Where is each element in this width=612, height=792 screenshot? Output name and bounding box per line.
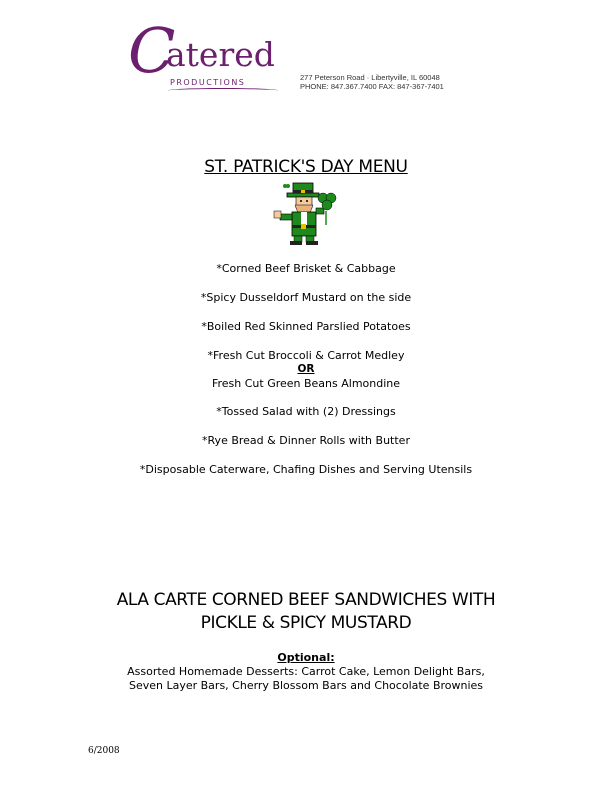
logo-swoosh — [168, 88, 278, 93]
ala-carte-line: ALA CARTE CORNED BEEF SANDWICHES WITH — [116, 590, 496, 610]
menu-item: *Boiled Red Skinned Parslied Potatoes — [201, 320, 411, 333]
phone-fax-line: PHONE: 847.367.7400 FAX: 847-367-7401 — [300, 82, 444, 91]
company-logo — [128, 14, 278, 96]
menu-item: *Corned Beef Brisket & Cabbage — [216, 262, 396, 275]
company-address — [300, 73, 500, 91]
document-date: 6/2008 — [88, 746, 120, 756]
optional-heading: Optional: — [277, 651, 335, 664]
menu-item: *Rye Bread & Dinner Rolls with Butter — [202, 434, 410, 447]
logo-word: atered — [166, 35, 275, 74]
or-label: OR — [297, 363, 315, 375]
optional-section — [0, 651, 612, 693]
address-line: 277 Peterson Road · Libertyville, IL 60048 — [300, 73, 440, 82]
menu-title: ST. PATRICK'S DAY MENU — [204, 157, 408, 177]
menu-item-alternative: Fresh Cut Green Beans Almondine — [211, 377, 401, 390]
menu-item: *Tossed Salad with (2) Dressings — [216, 405, 396, 418]
leprechaun-clipart — [270, 181, 346, 247]
menu-item: *Disposable Caterware, Chafing Dishes and Serving Utensils — [139, 463, 473, 476]
ala-carte-heading — [0, 589, 612, 635]
logo-subtitle: PRODUCTIONS — [170, 78, 246, 87]
optional-line: Assorted Homemade Desserts: Carrot Cake, Lemon Delight Bars, — [127, 665, 485, 678]
menu-item: *Spicy Dusseldorf Mustard on the side — [200, 291, 412, 304]
menu-list — [0, 262, 612, 492]
logo-initial: C — [128, 14, 176, 87]
ala-carte-line: PICKLE & SPICY MUSTARD — [200, 613, 412, 633]
menu-item: *Fresh Cut Broccoli & Carrot Medley — [207, 349, 405, 362]
optional-line: Seven Layer Bars, Cherry Blossom Bars and Chocolate Brownies — [128, 679, 484, 692]
